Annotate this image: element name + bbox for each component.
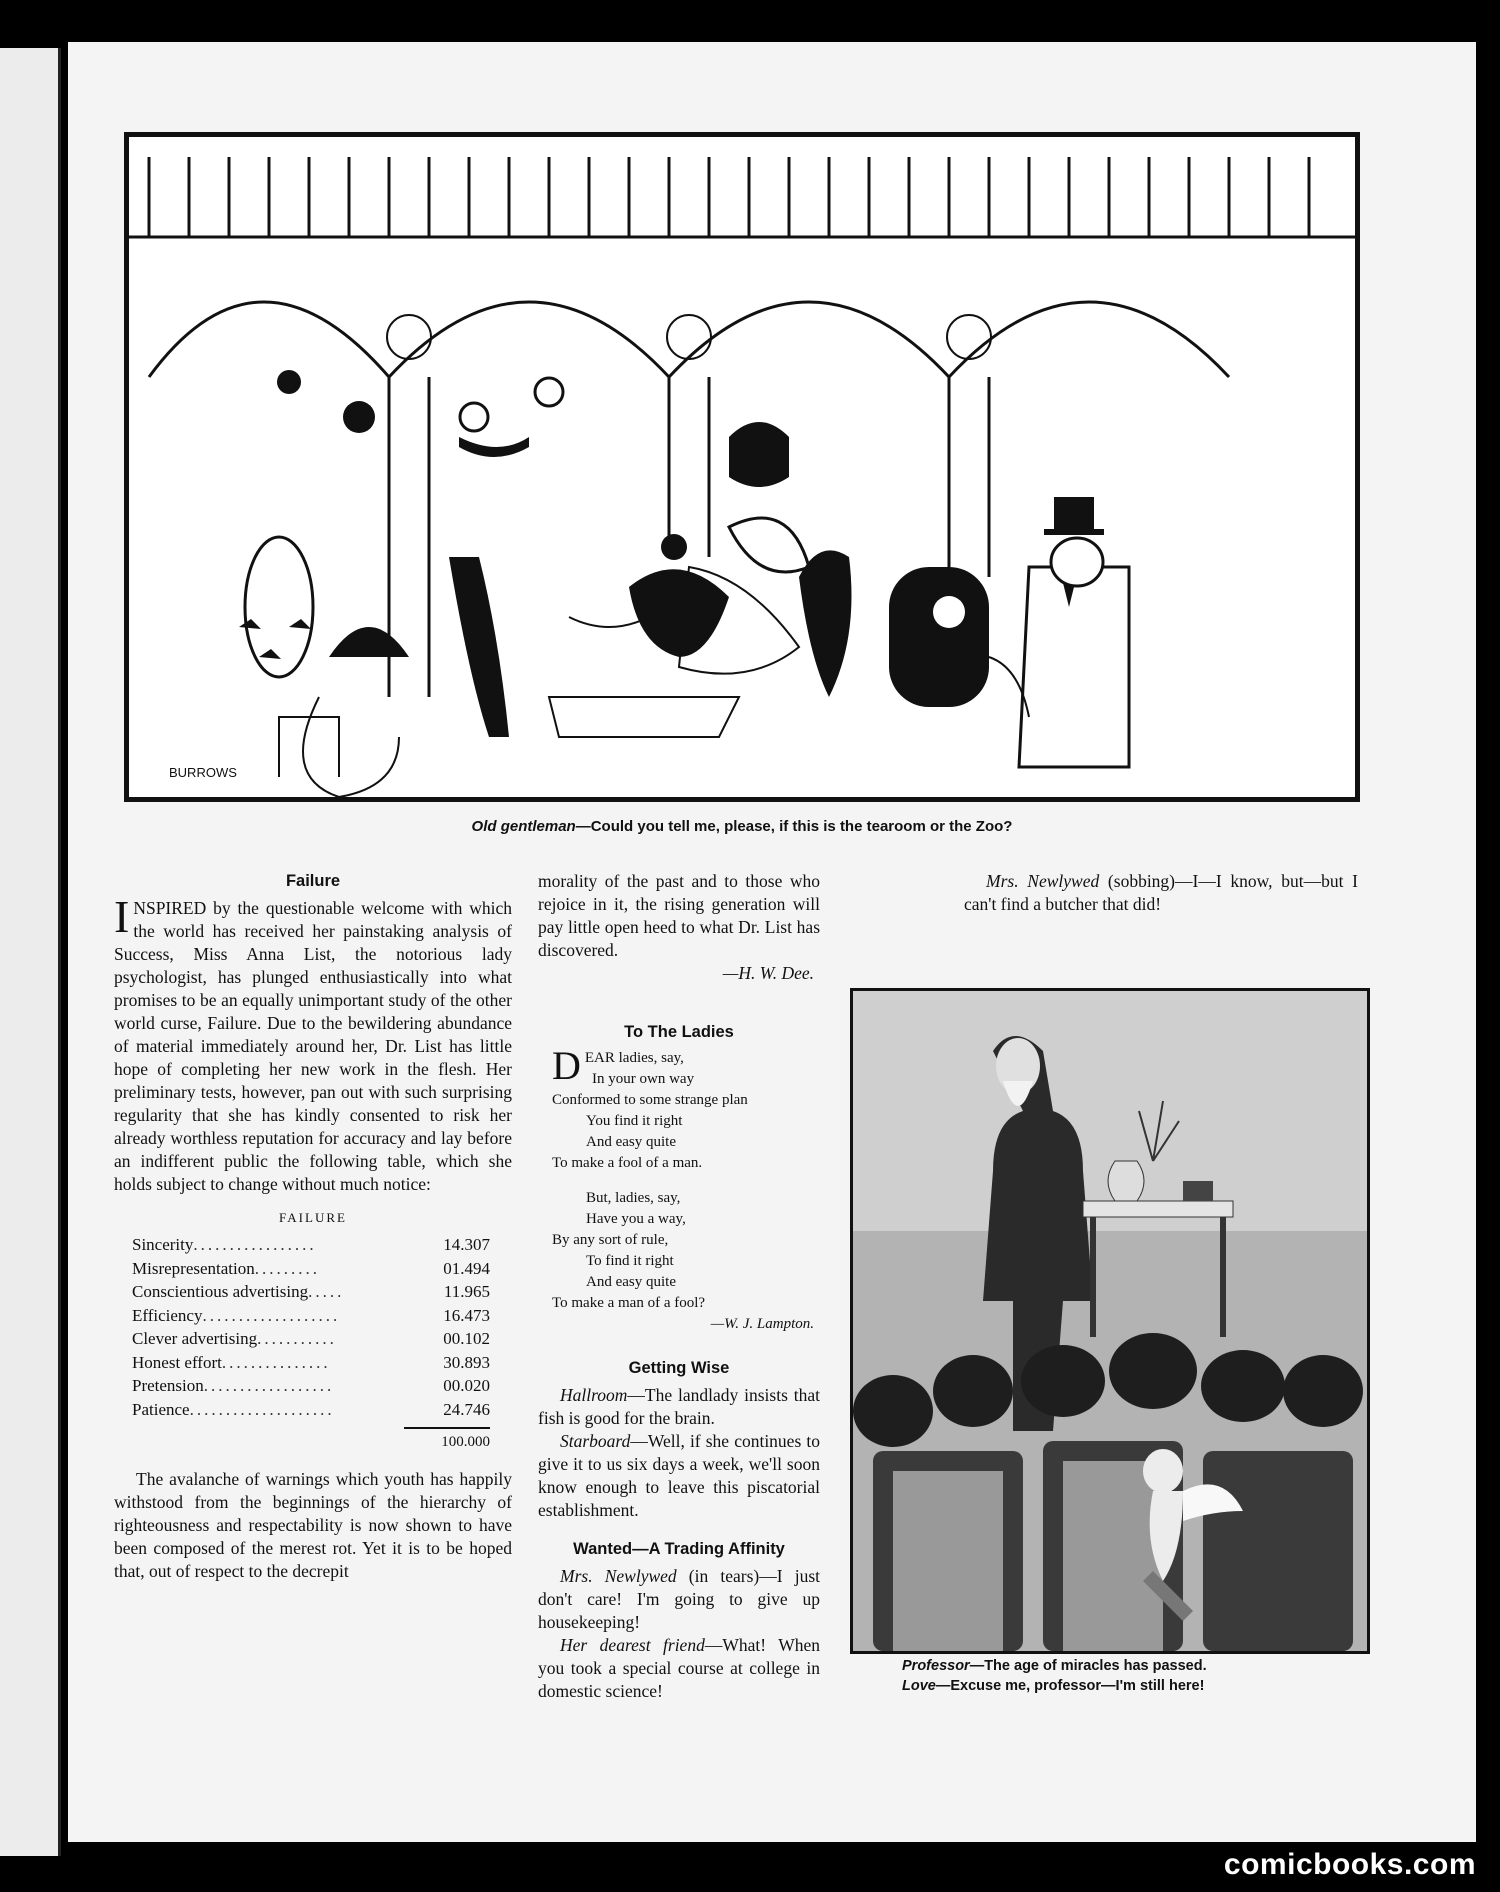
wise-text-2: —Well, if she continues to give it to us six days a week, we'll soon know enough to leave this piscatorial establishment.: [538, 1431, 820, 1520]
poem-line: To make a fool of a man.: [552, 1155, 703, 1171]
poem-line: By any sort of rule,: [552, 1232, 669, 1248]
wise-speaker-1: Hallroom: [560, 1385, 628, 1405]
table-row: [132, 1233, 490, 1257]
row-value: 16.473: [443, 1305, 490, 1325]
row-value: 01.494: [443, 1258, 490, 1278]
tearoom-illustration: [129, 137, 1355, 797]
wise-line-1: [538, 1384, 820, 1430]
row-value: 30.893: [443, 1352, 490, 1372]
adjacent-page-edge: [0, 48, 61, 1856]
poem-line: To make a man of a fool?: [552, 1295, 706, 1311]
column-1: [114, 870, 512, 1583]
table-row: [132, 1257, 490, 1281]
wanted-text-2: —What! When you took a special course at college in domestic science!: [538, 1635, 820, 1701]
poem-line: Conformed to some strange plan: [552, 1092, 748, 1108]
ladies-signature: —W. J. Lampton.: [710, 1316, 814, 1332]
professor-illustration: [853, 991, 1367, 1651]
table-row: [132, 1327, 490, 1351]
artist-signature: BURROWS: [169, 765, 237, 780]
poem-line: In your own way: [592, 1071, 695, 1087]
row-label: Clever advertising: [132, 1329, 258, 1348]
failure-title: Failure: [285, 872, 341, 890]
poem-line: EAR ladies, say,: [584, 1050, 684, 1066]
ladies-title: To The Ladies: [624, 1023, 734, 1041]
poem-line: You find it right: [586, 1113, 683, 1129]
poem-line: And easy quite: [586, 1134, 676, 1150]
row-label: Sincerity: [132, 1235, 194, 1254]
table-row: [132, 1304, 490, 1328]
table-row: [132, 1280, 490, 1304]
failure-lead: [114, 891, 512, 1196]
row-value: 00.020: [443, 1376, 490, 1395]
leader-dots: ....................: [189, 1399, 335, 1419]
row-label: Efficiency: [132, 1305, 203, 1325]
row-label: Conscientious advertising: [132, 1282, 309, 1301]
caption-line-1: [902, 1656, 1364, 1676]
caption-speaker: Old gentleman: [471, 818, 576, 835]
row-label: Honest effort: [132, 1352, 222, 1372]
column-3: [964, 870, 1358, 916]
wanted-speaker-3: Mrs. Newlywed: [986, 871, 1100, 891]
leader-dots: .........: [254, 1258, 320, 1278]
caption-speaker-1: Professor: [902, 1658, 970, 1674]
wanted-title: Wanted—A Trading Affinity: [573, 1540, 785, 1558]
row-label: Misrepresentation: [132, 1258, 255, 1278]
failure-dropcap: I: [114, 891, 130, 942]
magazine-page: [68, 42, 1476, 1842]
picture-caption: [850, 1656, 1364, 1696]
caption-speaker-2: Love: [902, 1678, 936, 1694]
failure-closing-a: The avalanche of warnings which youth has happily withstood from the beginnings of the hierarchy of righteousness and respectability is now shown to have been composed of the merest rot. Yet it is to be hoped that, out of respect to the decrepit: [114, 1469, 512, 1581]
failure-table: [132, 1233, 490, 1421]
wise-title: Getting Wise: [628, 1359, 730, 1377]
row-value: 00.102: [443, 1329, 490, 1348]
wanted-line-3: [964, 870, 1358, 916]
row-value: 11.965: [443, 1282, 490, 1301]
row-value: 24.746: [443, 1399, 490, 1419]
leader-dots: .....: [308, 1282, 345, 1301]
ladies-poem: [552, 1043, 820, 1335]
classroom-picture: [850, 988, 1370, 1654]
caption-line-2: [902, 1676, 1364, 1696]
caption-text: —Could you tell me, please, if this is the tearoom or the Zoo?: [575, 818, 1013, 835]
wanted-text-1: (in tears)—I just don't care! I'm going to give up housekeeping!: [538, 1566, 820, 1632]
table-row: [132, 1374, 490, 1398]
wanted-line-2: [538, 1634, 820, 1703]
poem-line: Have you a way,: [586, 1211, 686, 1227]
wise-speaker-2: Starboard: [560, 1431, 631, 1451]
row-label: Patience: [132, 1399, 190, 1419]
cartoon-caption: [124, 818, 1360, 835]
tearoom-cartoon: [124, 132, 1360, 802]
leader-dots: ...................: [202, 1305, 341, 1325]
column-2: [538, 870, 820, 1703]
leader-dots: ...............: [221, 1352, 331, 1372]
failure-closing-b: morality of the past and to those who rejoice in it, the rising generation will pay little open heed to what Dr. List has discovered.: [538, 871, 820, 960]
poem-line: To find it right: [586, 1253, 674, 1269]
poem-line: But, ladies, say,: [586, 1190, 681, 1206]
failure-total: 100.000: [404, 1427, 490, 1454]
wanted-text-3: (sobbing)—I—I know, but—but I can't find a butcher that did!: [964, 871, 1358, 914]
wanted-line-1: [538, 1565, 820, 1634]
poem-line: And easy quite: [586, 1274, 676, 1290]
failure-lead-text: NSPIRED by the questionable welcome with which the world has received her painstaking analysis of Success, Miss Anna List, the notorious lady psychologist, has plunged enthusiastically into what promises to be an equally unimportant study of the other world curse, Failure. Due to the bewildering abundance of material immediately around her, Dr. List has little hope of completing her new work in the flesh. Her preliminary tests, however, pan out with such surprising regularity that she has kindly consented to risk her already worthless reputation for accuracy and lay before an indifferent public the following table, which she holds subject to change without much notice:: [114, 898, 512, 1194]
wanted-speaker-2: Her dearest friend: [560, 1635, 705, 1655]
caption-text-2: —Excuse me, professor—I'm still here!: [935, 1678, 1205, 1694]
leader-dots: ..................: [203, 1376, 335, 1395]
caption-text-1: —The age of miracles has passed.: [969, 1658, 1207, 1674]
row-label: Pretension: [132, 1376, 204, 1395]
wise-line-2: [538, 1430, 820, 1522]
row-value: 14.307: [443, 1235, 490, 1254]
leader-dots: ...........: [257, 1329, 337, 1348]
leader-dots: .................: [193, 1235, 317, 1254]
ladies-dropcap: D: [552, 1043, 581, 1088]
table-row: [132, 1351, 490, 1375]
failure-signature: —H. W. Dee.: [722, 963, 814, 983]
wise-text-1: —The landlady insists that fish is good for the brain.: [538, 1385, 820, 1428]
site-watermark: comicbooks.com: [1223, 1848, 1476, 1881]
failure-table-title: FAILURE: [279, 1210, 347, 1225]
table-row: [132, 1398, 490, 1422]
wanted-speaker-1: Mrs. Newlywed: [560, 1566, 677, 1586]
